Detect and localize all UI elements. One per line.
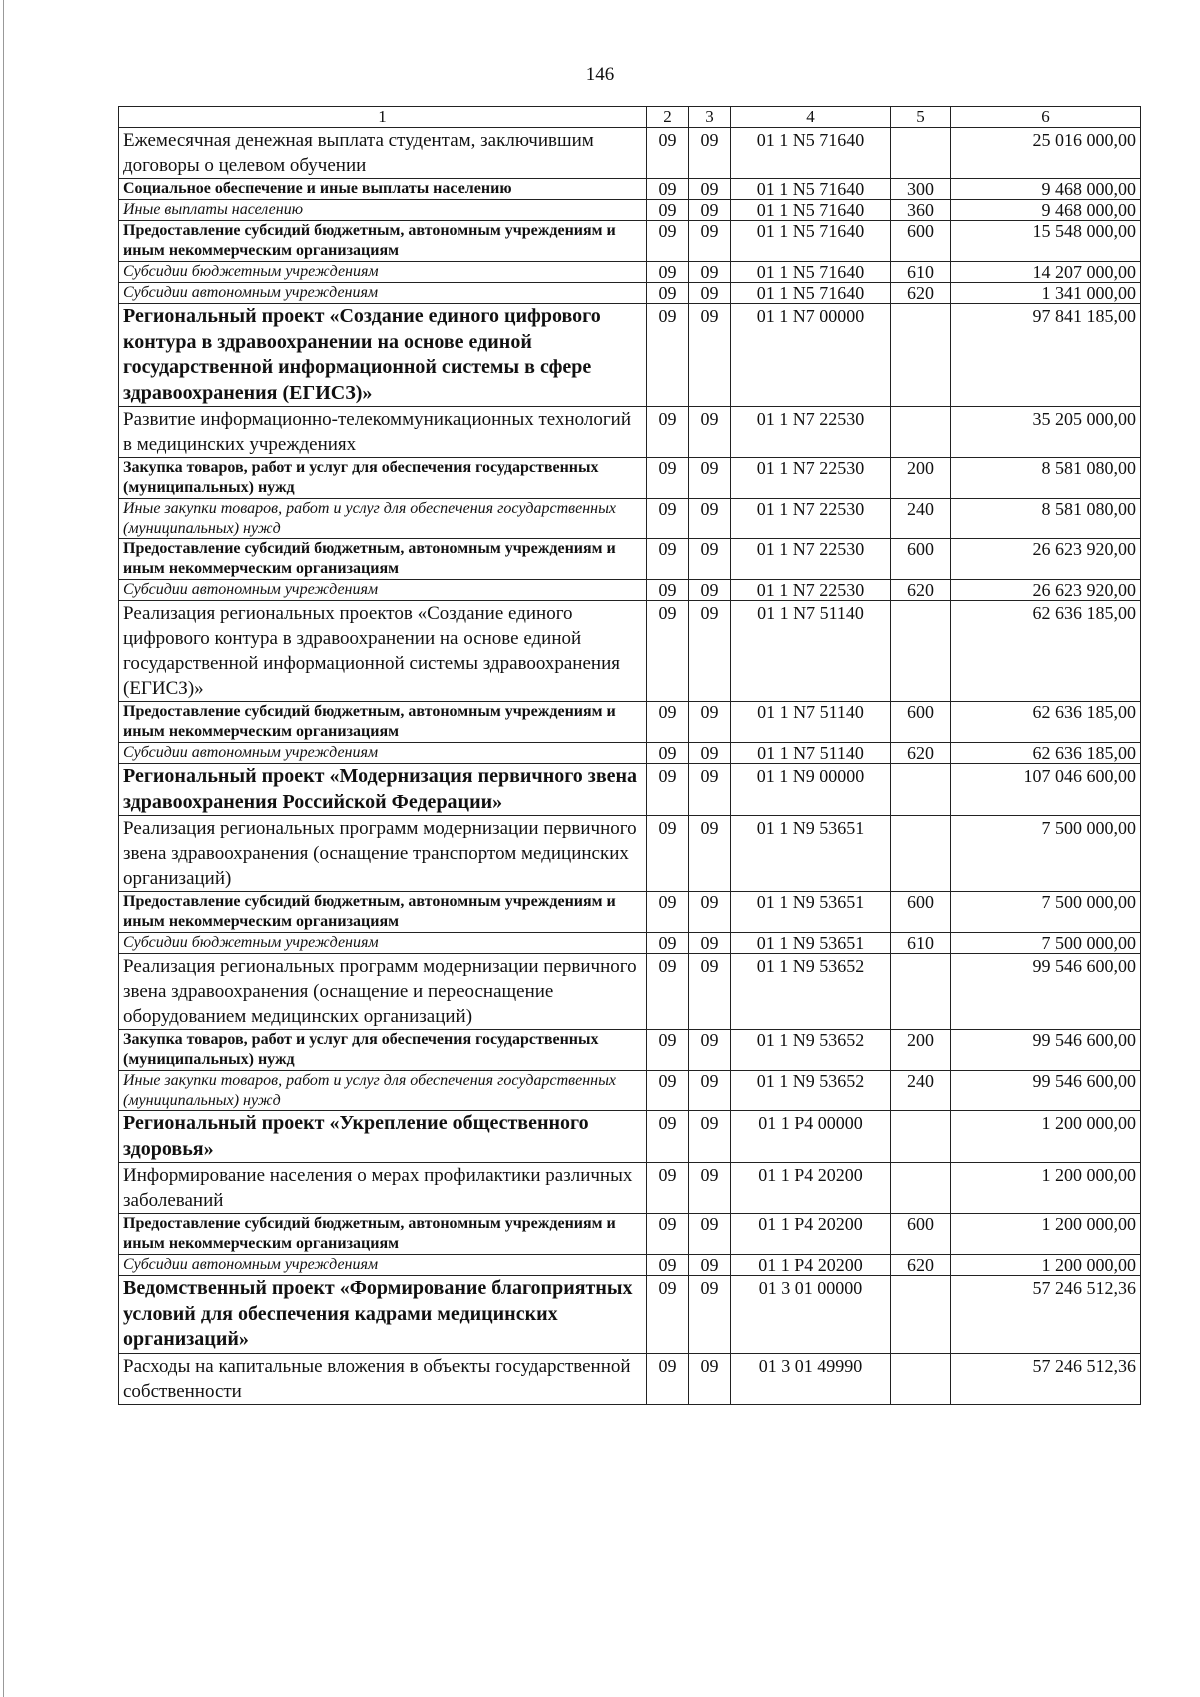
row-subsection: 09	[689, 304, 731, 407]
row-amount: 35 205 000,00	[951, 407, 1141, 458]
table-row	[119, 200, 1141, 221]
row-expense-type: 200	[891, 1030, 951, 1071]
row-amount: 8 581 080,00	[951, 499, 1141, 539]
row-target-code: 01 1 N7 22530	[731, 407, 891, 458]
row-target-code: 01 1 N5 71640	[731, 283, 891, 304]
row-section: 09	[647, 1353, 689, 1404]
table-row	[119, 1071, 1141, 1111]
row-target-code: 01 1 P4 20200	[731, 1255, 891, 1276]
row-subsection: 09	[689, 1255, 731, 1276]
row-target-code: 01 1 N5 71640	[731, 200, 891, 221]
row-section: 09	[647, 499, 689, 539]
row-section: 09	[647, 200, 689, 221]
row-subsection: 09	[689, 1353, 731, 1404]
row-section: 09	[647, 1030, 689, 1071]
row-target-code: 01 1 N9 53651	[731, 933, 891, 954]
row-name: Субсидии бюджетным учреждениям	[119, 262, 647, 283]
table-row	[119, 743, 1141, 764]
row-target-code: 01 3 01 49990	[731, 1353, 891, 1404]
table-row	[119, 499, 1141, 539]
row-amount: 25 016 000,00	[951, 128, 1141, 179]
row-target-code: 01 1 N9 53652	[731, 954, 891, 1030]
row-target-code: 01 1 N9 00000	[731, 764, 891, 816]
row-name: Предоставление субсидий бюджетным, автономным учреждениям и иным некоммерческим организациям	[119, 1214, 647, 1255]
row-section: 09	[647, 954, 689, 1030]
row-subsection: 09	[689, 816, 731, 892]
row-subsection: 09	[689, 499, 731, 539]
header-cell: 3	[689, 107, 731, 128]
row-amount: 14 207 000,00	[951, 262, 1141, 283]
row-target-code: 01 1 N7 22530	[731, 539, 891, 580]
row-amount: 57 246 512,36	[951, 1353, 1141, 1404]
row-name: Иные закупки товаров, работ и услуг для обеспечения государственных (муниципальных) нужд	[119, 499, 647, 539]
row-target-code: 01 1 N5 71640	[731, 179, 891, 200]
header-cell: 4	[731, 107, 891, 128]
row-section: 09	[647, 1276, 689, 1354]
page-number: 146	[585, 64, 615, 85]
row-amount: 26 623 920,00	[951, 539, 1141, 580]
table-row	[119, 580, 1141, 601]
row-subsection: 09	[689, 764, 731, 816]
row-subsection: 09	[689, 458, 731, 499]
row-target-code: 01 1 P4 20200	[731, 1163, 891, 1214]
table-row	[119, 262, 1141, 283]
row-subsection: 09	[689, 539, 731, 580]
row-subsection: 09	[689, 200, 731, 221]
row-name: Реализация региональных программ модернизации первичного звена здравоохранения (оснащение транспортом медицинских организаций)	[119, 816, 647, 892]
row-target-code: 01 1 N7 00000	[731, 304, 891, 407]
row-subsection: 09	[689, 1111, 731, 1163]
table-row	[119, 221, 1141, 262]
row-expense-type	[891, 764, 951, 816]
row-name: Предоставление субсидий бюджетным, автономным учреждениям и иным некоммерческим организациям	[119, 221, 647, 262]
row-expense-type: 620	[891, 283, 951, 304]
header-cell: 6	[951, 107, 1141, 128]
row-subsection: 09	[689, 1214, 731, 1255]
row-expense-type	[891, 407, 951, 458]
row-amount: 1 200 000,00	[951, 1214, 1141, 1255]
row-name: Закупка товаров, работ и услуг для обеспечения государственных (муниципальных) нужд	[119, 458, 647, 499]
row-amount: 1 200 000,00	[951, 1163, 1141, 1214]
row-expense-type: 610	[891, 262, 951, 283]
row-subsection: 09	[689, 892, 731, 933]
row-name: Ведомственный проект «Формирование благоприятных условий для обеспечения кадрами медицинских организаций»	[119, 1276, 647, 1354]
row-name: Развитие информационно-телекоммуникационных технологий в медицинских учреждениях	[119, 407, 647, 458]
row-section: 09	[647, 128, 689, 179]
row-amount: 62 636 185,00	[951, 743, 1141, 764]
row-target-code: 01 1 N9 53652	[731, 1030, 891, 1071]
row-amount: 7 500 000,00	[951, 892, 1141, 933]
row-name: Региональный проект «Укрепление общественного здоровья»	[119, 1111, 647, 1163]
row-expense-type: 610	[891, 933, 951, 954]
row-section: 09	[647, 458, 689, 499]
row-subsection: 09	[689, 1276, 731, 1354]
row-expense-type	[891, 601, 951, 702]
table-row	[119, 816, 1141, 892]
row-section: 09	[647, 892, 689, 933]
table-row	[119, 764, 1141, 816]
row-amount: 7 500 000,00	[951, 816, 1141, 892]
row-section: 09	[647, 702, 689, 743]
row-target-code: 01 1 N9 53651	[731, 816, 891, 892]
row-name: Предоставление субсидий бюджетным, автономным учреждениям и иным некоммерческим организациям	[119, 539, 647, 580]
row-amount: 107 046 600,00	[951, 764, 1141, 816]
row-section: 09	[647, 743, 689, 764]
row-amount: 99 546 600,00	[951, 1071, 1141, 1111]
row-name: Региональный проект «Создание единого цифрового контура в здравоохранении на основе единой государственной информационной системы в сфере здравоохранения (ЕГИСЗ)»	[119, 304, 647, 407]
row-section: 09	[647, 1163, 689, 1214]
table-row	[119, 304, 1141, 407]
row-name: Социальное обеспечение и иные выплаты населению	[119, 179, 647, 200]
row-section: 09	[647, 933, 689, 954]
row-amount: 8 581 080,00	[951, 458, 1141, 499]
row-target-code: 01 1 N9 53652	[731, 1071, 891, 1111]
row-expense-type: 600	[891, 221, 951, 262]
row-target-code: 01 1 P4 00000	[731, 1111, 891, 1163]
row-subsection: 09	[689, 702, 731, 743]
row-target-code: 01 1 N5 71640	[731, 128, 891, 179]
row-name: Предоставление субсидий бюджетным, автономным учреждениям и иным некоммерческим организациям	[119, 892, 647, 933]
row-expense-type: 240	[891, 499, 951, 539]
row-section: 09	[647, 580, 689, 601]
row-amount: 99 546 600,00	[951, 954, 1141, 1030]
row-name: Иные выплаты населению	[119, 200, 647, 221]
table-row	[119, 601, 1141, 702]
row-name: Субсидии автономным учреждениям	[119, 743, 647, 764]
row-expense-type: 240	[891, 1071, 951, 1111]
table-row	[119, 1255, 1141, 1276]
row-expense-type	[891, 954, 951, 1030]
table-row	[119, 179, 1141, 200]
row-name: Субсидии автономным учреждениям	[119, 283, 647, 304]
row-target-code: 01 3 01 00000	[731, 1276, 891, 1354]
row-target-code: 01 1 N5 71640	[731, 221, 891, 262]
budget-table	[118, 106, 1141, 1405]
table-row	[119, 1276, 1141, 1354]
row-amount: 26 623 920,00	[951, 580, 1141, 601]
scan-margin-line	[3, 0, 4, 1697]
row-name: Реализация региональных проектов «Создание единого цифрового контура в здравоохранении на основе единой государственной информационной системы здравоохранения (ЕГИСЗ)»	[119, 601, 647, 702]
table-row	[119, 539, 1141, 580]
row-target-code: 01 1 N7 22530	[731, 580, 891, 601]
row-section: 09	[647, 179, 689, 200]
table-row	[119, 1353, 1141, 1404]
row-expense-type: 600	[891, 702, 951, 743]
table-row	[119, 702, 1141, 743]
row-section: 09	[647, 407, 689, 458]
row-expense-type	[891, 1111, 951, 1163]
row-name: Субсидии автономным учреждениям	[119, 1255, 647, 1276]
row-target-code: 01 1 N5 71640	[731, 262, 891, 283]
row-subsection: 09	[689, 1030, 731, 1071]
row-section: 09	[647, 1214, 689, 1255]
row-section: 09	[647, 283, 689, 304]
row-section: 09	[647, 1111, 689, 1163]
row-expense-type: 600	[891, 539, 951, 580]
table-body	[119, 107, 1141, 1405]
row-amount: 9 468 000,00	[951, 179, 1141, 200]
row-target-code: 01 1 N7 22530	[731, 499, 891, 539]
row-name: Иные закупки товаров, работ и услуг для обеспечения государственных (муниципальных) нужд	[119, 1071, 647, 1111]
header-cell: 1	[119, 107, 647, 128]
row-subsection: 09	[689, 407, 731, 458]
row-target-code: 01 1 N7 51140	[731, 743, 891, 764]
table-row	[119, 407, 1141, 458]
row-expense-type	[891, 128, 951, 179]
row-target-code: 01 1 N7 51140	[731, 702, 891, 743]
row-expense-type: 620	[891, 743, 951, 764]
row-amount: 1 341 000,00	[951, 283, 1141, 304]
table-header-row	[119, 107, 1141, 128]
row-subsection: 09	[689, 283, 731, 304]
row-subsection: 09	[689, 580, 731, 601]
row-amount: 9 468 000,00	[951, 200, 1141, 221]
row-expense-type	[891, 1163, 951, 1214]
header-cell: 5	[891, 107, 951, 128]
row-name: Субсидии автономным учреждениям	[119, 580, 647, 601]
table-row	[119, 933, 1141, 954]
table-row	[119, 458, 1141, 499]
table-row	[119, 892, 1141, 933]
row-subsection: 09	[689, 128, 731, 179]
row-name: Предоставление субсидий бюджетным, автономным учреждениям и иным некоммерческим организациям	[119, 702, 647, 743]
row-amount: 1 200 000,00	[951, 1255, 1141, 1276]
row-section: 09	[647, 1255, 689, 1276]
row-expense-type: 600	[891, 1214, 951, 1255]
row-amount: 7 500 000,00	[951, 933, 1141, 954]
row-name: Реализация региональных программ модернизации первичного звена здравоохранения (оснащение и переоснащение оборудованием медицинских организаций)	[119, 954, 647, 1030]
row-subsection: 09	[689, 954, 731, 1030]
row-target-code: 01 1 N9 53651	[731, 892, 891, 933]
row-amount: 62 636 185,00	[951, 702, 1141, 743]
row-name: Информирование населения о мерах профилактики различных заболеваний	[119, 1163, 647, 1214]
row-section: 09	[647, 764, 689, 816]
row-expense-type	[891, 304, 951, 407]
row-amount: 99 546 600,00	[951, 1030, 1141, 1071]
row-subsection: 09	[689, 179, 731, 200]
table-row	[119, 1111, 1141, 1163]
row-section: 09	[647, 539, 689, 580]
row-expense-type	[891, 816, 951, 892]
row-section: 09	[647, 221, 689, 262]
row-amount: 15 548 000,00	[951, 221, 1141, 262]
row-section: 09	[647, 601, 689, 702]
row-section: 09	[647, 304, 689, 407]
row-name: Региональный проект «Модернизация первичного звена здравоохранения Российской Федерации»	[119, 764, 647, 816]
row-amount: 62 636 185,00	[951, 601, 1141, 702]
row-expense-type: 360	[891, 200, 951, 221]
row-amount: 1 200 000,00	[951, 1111, 1141, 1163]
table-row	[119, 128, 1141, 179]
row-subsection: 09	[689, 933, 731, 954]
row-subsection: 09	[689, 1071, 731, 1111]
row-name: Расходы на капитальные вложения в объекты государственной собственности	[119, 1353, 647, 1404]
table-row	[119, 283, 1141, 304]
row-section: 09	[647, 262, 689, 283]
row-subsection: 09	[689, 743, 731, 764]
table-row	[119, 1163, 1141, 1214]
row-amount: 57 246 512,36	[951, 1276, 1141, 1354]
row-target-code: 01 1 N7 22530	[731, 458, 891, 499]
header-cell: 2	[647, 107, 689, 128]
row-target-code: 01 1 P4 20200	[731, 1214, 891, 1255]
row-subsection: 09	[689, 221, 731, 262]
row-subsection: 09	[689, 1163, 731, 1214]
row-subsection: 09	[689, 601, 731, 702]
row-expense-type: 620	[891, 1255, 951, 1276]
row-name: Субсидии бюджетным учреждениям	[119, 933, 647, 954]
table-row	[119, 1030, 1141, 1071]
row-subsection: 09	[689, 262, 731, 283]
row-section: 09	[647, 816, 689, 892]
table-row	[119, 954, 1141, 1030]
table-row	[119, 1214, 1141, 1255]
row-expense-type: 300	[891, 179, 951, 200]
row-expense-type: 620	[891, 580, 951, 601]
row-expense-type	[891, 1353, 951, 1404]
row-amount: 97 841 185,00	[951, 304, 1141, 407]
row-expense-type: 600	[891, 892, 951, 933]
row-section: 09	[647, 1071, 689, 1111]
row-name: Закупка товаров, работ и услуг для обеспечения государственных (муниципальных) нужд	[119, 1030, 647, 1071]
row-expense-type	[891, 1276, 951, 1354]
row-name: Ежемесячная денежная выплата студентам, заключившим договоры о целевом обучении	[119, 128, 647, 179]
row-target-code: 01 1 N7 51140	[731, 601, 891, 702]
row-expense-type: 200	[891, 458, 951, 499]
